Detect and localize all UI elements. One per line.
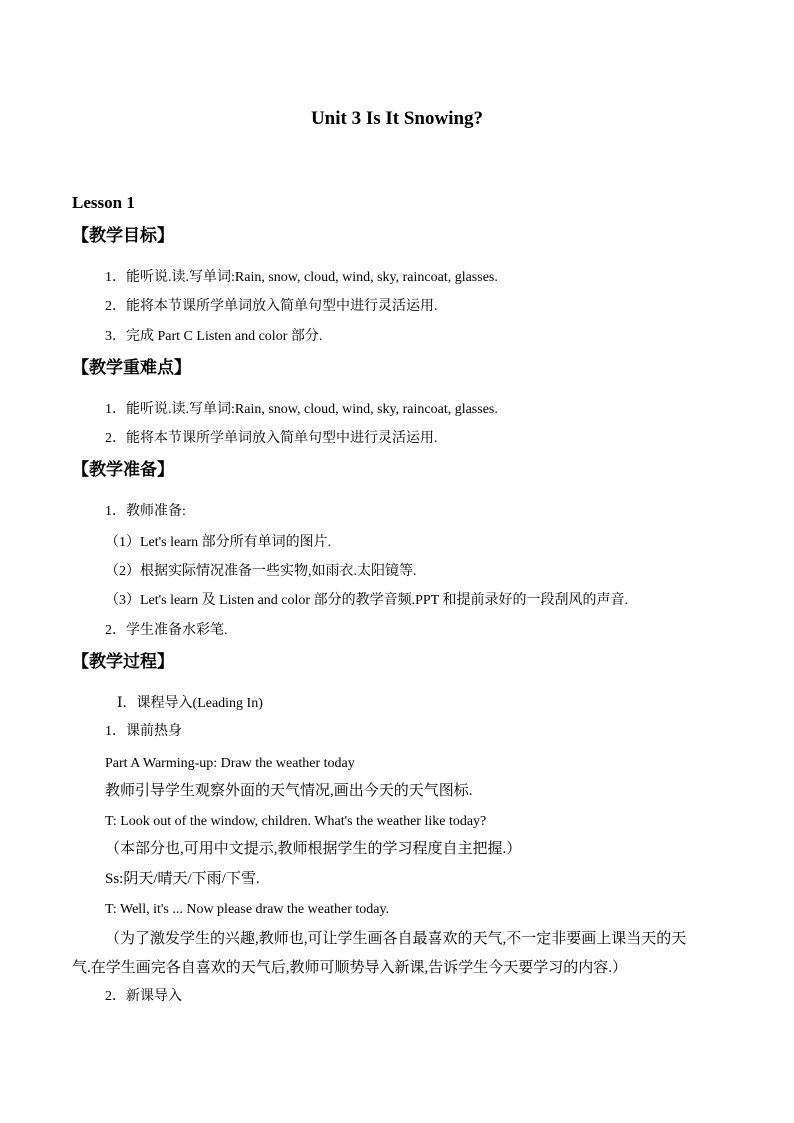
section-heading-process: 【教学过程】 — [72, 652, 174, 672]
list-item: T: Look out of the window, children. What's the weather like today? — [105, 814, 487, 829]
list-item: 2．学生准备水彩笔. — [105, 623, 228, 638]
list-item: 教师引导学生观察外面的天气情况,画出今天的天气图标. — [105, 783, 473, 799]
list-item: （本部分也,可用中文提示,教师根据学生的学习程度自主把握.） — [105, 841, 522, 857]
list-item: 1．能听说.读.写单词:Rain, snow, cloud, wind, sky, raincoat, glasses. — [105, 402, 498, 417]
lesson-heading: Lesson 1 — [72, 193, 135, 212]
list-item: （1）Let's learn 部分所有单词的图片. — [105, 535, 332, 550]
page-title: Unit 3 Is It Snowing? — [310, 108, 484, 129]
list-item: （2）根据实际情况准备一些实物,如雨衣.太阳镜等. — [105, 564, 417, 579]
list-item: 2．能将本节课所学单词放入简单句型中进行灵活运用. — [105, 431, 438, 446]
list-item: 2．能将本节课所学单词放入简单句型中进行灵活运用. — [105, 299, 438, 314]
list-item: 2．新课导入 — [105, 989, 182, 1004]
list-item: 1．能听说.读.写单词:Rain, snow, cloud, wind, sky, raincoat, glasses. — [105, 270, 498, 285]
list-item: T: Well, it's ... Now please draw the weather today. — [105, 902, 390, 917]
list-item: （为了激发学生的兴趣,教师也,可让学生画各自最喜欢的天气,不一定非要画上课当天的天 — [105, 931, 687, 947]
list-item: 1．教师准备: — [105, 504, 186, 519]
section-heading-key-points: 【教学重难点】 — [72, 358, 191, 378]
list-item: 1．课前热身 — [105, 724, 182, 739]
list-item: 气.在学生画完各自喜欢的天气后,教师可顺势导入新课,告诉学生今天要学习的内容.） — [72, 960, 628, 976]
section-heading-preparation: 【教学准备】 — [72, 460, 174, 480]
list-item: Ss:阴天/晴天/下雨/下雪. — [105, 871, 260, 887]
list-item: （3）Let's learn 及 Listen and color 部分的教学音频.PPT 和提前录好的一段刮风的声音. — [105, 593, 628, 608]
list-item: 3．完成 Part C Listen and color 部分. — [105, 329, 323, 344]
section-heading-goals: 【教学目标】 — [72, 226, 174, 246]
list-item: Part A Warming-up: Draw the weather today — [105, 756, 355, 771]
list-item: Ⅰ．课程导入(Leading In) — [117, 696, 263, 711]
